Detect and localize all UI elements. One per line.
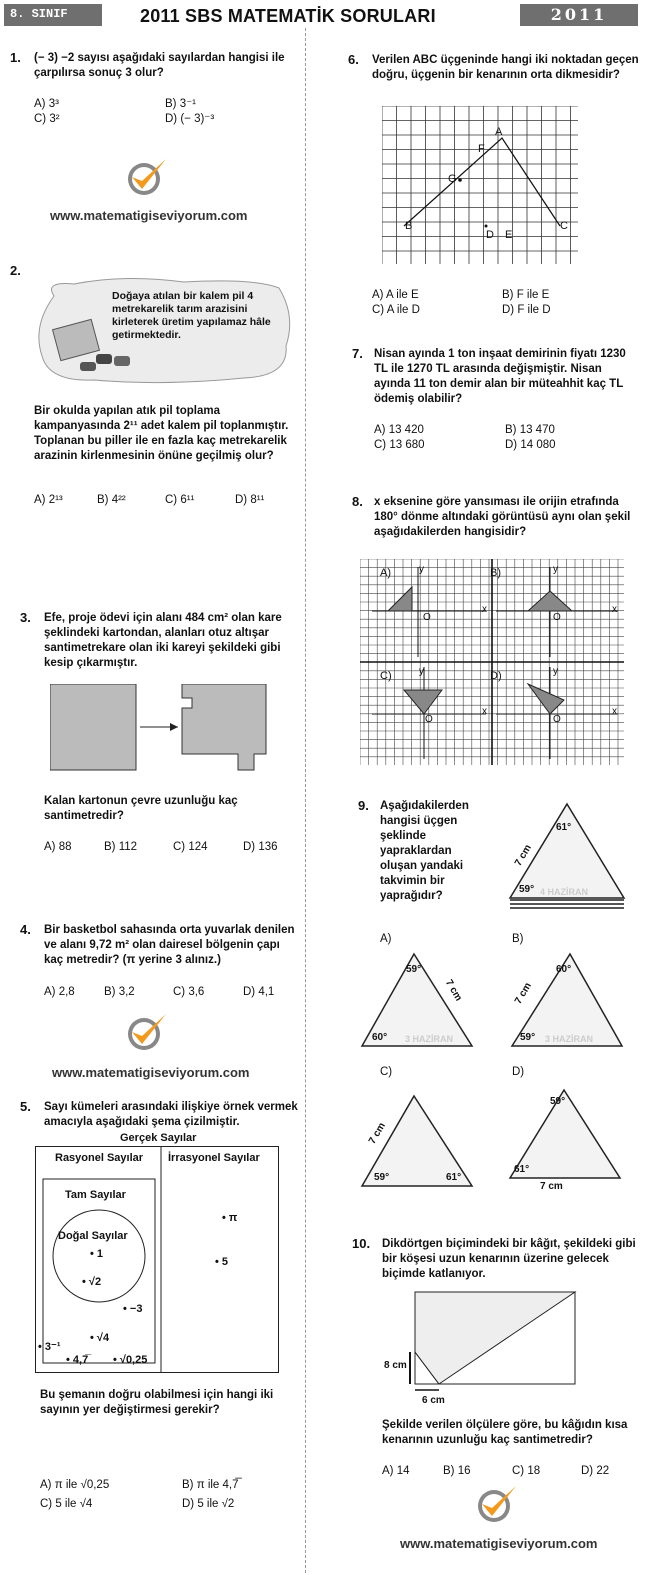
q3-question: Kalan kartonun çevre uzunluğu kaç santimetredir? [44,795,238,822]
q6-label: F [478,143,485,155]
q6-option-d[interactable]: D) F ile D [502,304,551,316]
q6-option-a[interactable]: A) A ile E [372,289,419,301]
q1-option-b[interactable]: B) 3⁻¹ [165,98,196,110]
check-logo-icon [122,1010,170,1052]
q10-text: Dikdörtgen biçimindeki bir kâğıt, şekildeki gibi bir köşesi uzun kenarının üzerine gelecek biçimde katlanıyor. [382,1238,636,1280]
q3-square-figure [50,684,272,776]
q5-option-a[interactable]: A) π ile √0,25 [40,1479,110,1491]
q5-option-b[interactable]: B) π ile 4,7̅ [182,1479,239,1491]
q5-text: Sayı kümeleri arasındaki ilişkiye örnek vermek amacıyla aşağıdaki şema çizilmiştir. [44,1101,298,1128]
q4-number: 4. [20,922,31,937]
site-watermark: www.matematigiseviyorum.com [50,208,248,223]
q6-number: 6. [348,52,359,67]
q9-number: 9. [358,798,369,813]
q4-option-d[interactable]: D) 4,1 [243,986,275,998]
diagram-item: • 1 [90,1248,104,1260]
q8-axis-y: y [419,666,424,677]
q9-text: Aşağıdakilerden hangisi üçgen şeklinde yapraklardan oluşan yandaki takvimin bir yaprağıdır? [380,800,469,902]
diagram-item: • √0,25 [113,1354,148,1366]
grade-badge: 8. SINIF [4,4,102,26]
q6-grid-triangle [382,106,578,264]
q6-label: B [405,220,413,232]
q3-option-b[interactable]: B) 112 [104,841,138,853]
diagram-item: • 3⁻¹ [38,1341,61,1353]
q4-text: Bir basketbol sahasında orta yuvarlak denilen ve alanı 9,72 m² olan dairesel bölgenin çapı kaç metredir? (π yerine 3 alınız.) [44,924,295,966]
q2-text: Bir okulda yapılan atık pil toplama kampanyasında 2¹¹ adet kalem pil toplanmıştır. Toplanan bu piller ile en fazla kaç metrekarelik arazinin kirlenmesinin önüne geçilmiş olur? [34,405,289,462]
q6-option-c[interactable]: C) A ile D [372,304,420,316]
q8-origin: O [423,612,431,623]
diagram-item: • −3 [123,1303,143,1315]
q8-axis-y: y [419,564,424,575]
q3-option-c[interactable]: C) 124 [173,841,208,853]
diagram-title: Gerçek Sayılar [120,1132,197,1144]
q1-text: (− 3) −2 sayısı aşağıdaki sayılardan hangisi ile çarpılırsa sonuç 3 olur? [34,52,285,79]
q8-origin: O [425,714,433,725]
q9-angle-left: 59° [519,884,535,895]
diagram-item: • π [222,1212,238,1224]
q9-label-c[interactable]: C) [380,1066,393,1078]
q8-origin: O [553,612,561,623]
diagram-naturals-label: Doğal Sayılar [58,1230,128,1242]
q2-number: 2. [10,263,21,278]
q2-option-c[interactable]: C) 6¹¹ [165,494,195,506]
diagram-irrational-label: İrrasyonel Sayılar [168,1152,260,1164]
side-label: 7 cm [540,1181,563,1192]
diagram-item: • 4,7̅ [66,1354,89,1366]
q2-option-b[interactable]: B) 4²² [97,494,126,506]
angle-label: 61° [514,1164,530,1175]
q8-axis-x: x [482,604,487,615]
q1-number: 1. [10,50,21,65]
diagram-integers-label: Tam Sayılar [65,1189,126,1201]
q7-option-b[interactable]: B) 13 470 [505,424,555,436]
q9-label-b[interactable]: B) [512,933,524,945]
q6-text: Verilen ABC üçgeninde hangi iki noktadan geçen doğru, üçgenin bir kenarının orta dikmesidir? [372,54,639,81]
q9-side-length: 7 cm [512,842,534,869]
q1-option-c[interactable]: C) 3² [34,113,60,125]
q6-label: D [486,229,494,241]
q6-option-b[interactable]: B) F ile E [502,289,550,301]
angle-label: 59° [550,1096,566,1107]
q3-number: 3. [20,610,31,625]
q7-text: Nisan ayında 1 ton inşaat demirinin fiyatı 1230 TL ile 1270 TL arasında değişmiştir. Nisan ayında 11 ton demir alan bir müteahhit kaç TL ödemiş olabilir? [374,348,626,405]
q8-grid-figures [360,559,624,765]
q7-option-a[interactable]: A) 13 420 [374,424,424,436]
q8-label-d: D) [490,670,502,682]
q4-option-b[interactable]: B) 3,2 [104,986,135,998]
q8-label-a: A) [380,567,391,579]
q10-label-8cm: 8 cm [384,1360,407,1371]
q8-axis-y: y [553,564,558,575]
q7-option-c[interactable]: C) 13 680 [374,439,425,451]
angle-label: 61° [446,1172,462,1183]
q10-folded-paper [380,1290,580,1400]
q5-question: Bu şemanın doğru olabilmesi için hangi iki sayının yer değiştirmesi gerekir? [40,1389,274,1416]
q8-origin: O [553,714,561,725]
side-label: 7 cm [442,977,464,1004]
q3-option-a[interactable]: A) 88 [44,841,72,853]
angle-label: 60° [372,1032,388,1043]
side-label: 7 cm [512,980,534,1007]
q7-option-d[interactable]: D) 14 080 [505,439,556,451]
site-watermark: www.matematigiseviyorum.com [52,1065,250,1080]
q10-option-b[interactable]: B) 16 [443,1465,471,1477]
q10-label-6cm: 6 cm [422,1395,445,1406]
q5-set-diagram [35,1146,280,1374]
q5-option-d[interactable]: D) 5 ile √2 [182,1498,235,1510]
angle-label: 59° [374,1172,390,1183]
q1-option-a[interactable]: A) 3³ [34,98,59,110]
column-divider [305,28,306,1573]
angle-label: 59° [406,964,422,975]
q8-axis-y: y [553,666,558,677]
q9-date: 3 HAZİRAN [405,1034,454,1044]
q10-option-d[interactable]: D) 22 [581,1465,610,1477]
year-badge: 2011 [520,4,638,26]
diagram-rational-label: Rasyonel Sayılar [55,1152,144,1164]
q8-axis-x: x [612,604,617,615]
q10-option-c[interactable]: C) 18 [512,1465,541,1477]
q9-date: 4 HAZİRAN [540,887,589,897]
q2-cloud-text: Doğaya atılan bir kalem pil 4 metrekarelik tarım arazisini kirleterek üretim yapılamaz hâle getirmektedir. [112,290,271,341]
diagram-item: • √2 [82,1276,102,1288]
q8-label-b: B) [490,567,501,579]
q6-label: E [505,229,513,241]
check-logo-icon [472,1482,520,1524]
q8-text: x eksenine göre yansıması ile orijin etrafında 180° dönme altındaki görüntüsü aynı olan şekil aşağıdakilerden hangisidir? [374,496,631,538]
angle-label: 60° [556,964,572,975]
q4-option-a[interactable]: A) 2,8 [44,986,75,998]
page-title: 2011 SBS MATEMATİK SORULARI [140,6,436,26]
q10-number: 10. [352,1236,371,1251]
q3-option-d[interactable]: D) 136 [243,841,278,853]
q6-label: G [448,173,457,185]
side-label: 7 cm [366,1120,388,1147]
q7-number: 7. [352,346,363,361]
q3-text: Efe, proje ödevi için alanı 484 cm² olan kare şeklindeki kartondan, alanları otuz altışar santimetrekare olan iki kareyi şekildeki gibi kesip çıkarmıştır. [44,612,282,669]
diagram-item: • 5 [215,1256,229,1268]
q9-date: 3 HAZİRAN [545,1034,594,1044]
q5-number: 5. [20,1099,31,1114]
q2-option-d[interactable]: D) 8¹¹ [235,494,265,506]
diagram-item: • √4 [90,1332,110,1344]
q8-number: 8. [352,494,363,509]
q8-axis-x: x [612,706,617,717]
check-logo-icon [122,155,170,197]
q9-label-d[interactable]: D) [512,1066,525,1078]
q9-angle-top: 61° [556,822,572,833]
q1-option-d[interactable]: D) (− 3)⁻³ [165,113,215,125]
q2-option-a[interactable]: A) 2¹³ [34,494,63,506]
q4-option-c[interactable]: C) 3,6 [173,986,205,998]
q10-option-a[interactable]: A) 14 [382,1465,410,1477]
q8-axis-x: x [482,706,487,717]
q8-label-c: C) [380,670,392,682]
q5-option-c[interactable]: C) 5 ile √4 [40,1498,93,1510]
q9-label-a[interactable]: A) [380,933,392,945]
angle-label: 59° [520,1032,536,1043]
q6-label: C [560,220,568,232]
q10-question: Şekilde verilen ölçülere göre, bu kâğıdın kısa kenarının uzunluğu kaç santimetredir? [382,1419,628,1446]
q6-label: A [495,126,503,138]
site-watermark: www.matematigiseviyorum.com [400,1536,598,1551]
